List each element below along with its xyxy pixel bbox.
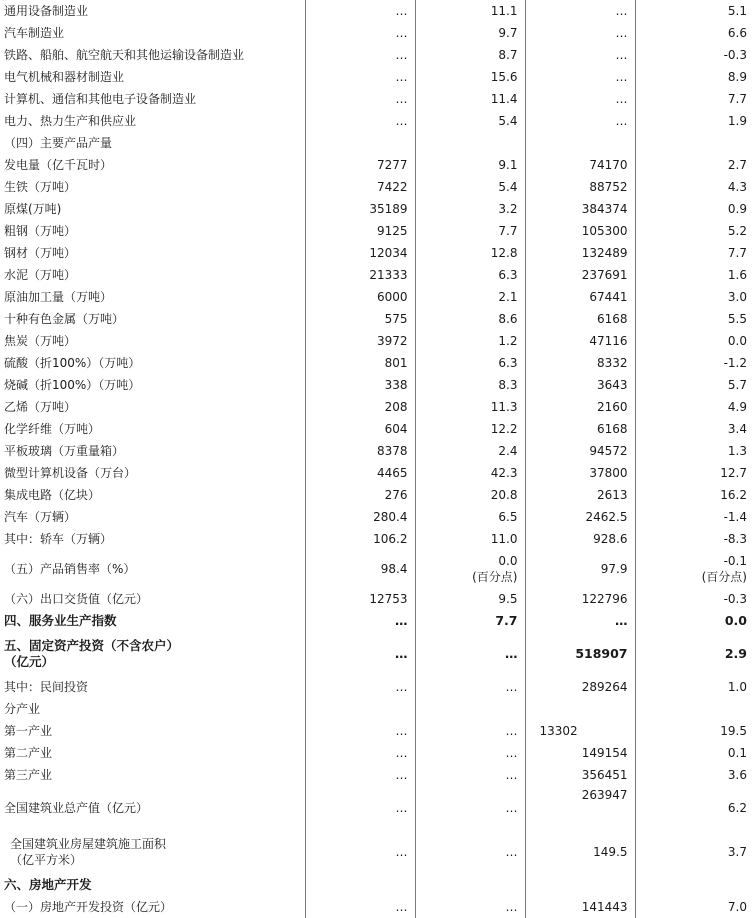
cell-cumulative-growth	[635, 132, 754, 154]
table-row	[0, 588, 754, 610]
table-row	[0, 742, 754, 764]
label-line-1: 全国建筑业房屋建筑施工面积	[10, 837, 167, 851]
cell-month-growth: 11.1	[415, 0, 525, 22]
cell-month-growth: 15.6	[415, 66, 525, 88]
cell-month-value: 7422	[305, 176, 415, 198]
cell-cumulative-value	[525, 698, 635, 720]
row-label: 原煤(万吨)	[4, 202, 62, 216]
cell-month-value: …	[305, 66, 415, 88]
table-row	[0, 198, 754, 220]
row-label: 其中：轿车（万辆）	[4, 532, 113, 546]
cell-month-value: …	[305, 764, 415, 786]
cell-cumulative-value: 13302	[525, 720, 635, 742]
row-label: 第二产业	[4, 746, 53, 760]
cell-month-value: 98.4	[305, 550, 415, 588]
cell-month-growth	[415, 698, 525, 720]
cell-cumulative-value: 149154	[525, 742, 635, 764]
cell-cumulative-growth: 5.2	[635, 220, 754, 242]
cell-cumulative-growth: 7.7	[635, 88, 754, 110]
cell-month-growth: …	[415, 742, 525, 764]
cell-month-value: …	[305, 22, 415, 44]
cell-month-growth: 11.3	[415, 396, 525, 418]
row-label: 发电量（亿千瓦时）	[4, 158, 113, 172]
cell-cumulative-value: 518907	[525, 632, 635, 676]
table-row	[0, 220, 754, 242]
cell-month-growth: …	[415, 896, 525, 918]
cell-cumulative-value: 2462.5	[525, 506, 635, 528]
cell-cumulative-value: …	[525, 0, 635, 22]
cell-cumulative-growth: 5.7	[635, 374, 754, 396]
cell-month-growth: 7.7	[415, 610, 525, 632]
cell-cumulative-value: 122796	[525, 588, 635, 610]
stacked-value	[472, 553, 517, 585]
cell-cumulative-growth: 3.6	[635, 764, 754, 786]
cell-month-growth: 6.3	[415, 352, 525, 374]
cell-month-value: 8378	[305, 440, 415, 462]
table-row	[0, 506, 754, 528]
cell-cumulative-growth	[635, 550, 754, 588]
heading-line-2: （亿元）	[4, 654, 55, 669]
cell-month-growth: 2.1	[415, 286, 525, 308]
cell-cumulative-value: 97.9	[525, 550, 635, 588]
row-label: 乙烯（万吨）	[4, 400, 77, 414]
cell-cumulative-growth: 12.7	[635, 462, 754, 484]
cell-cumulative-growth: -1.4	[635, 506, 754, 528]
cell-cumulative-value: …	[525, 88, 635, 110]
cell-month-value: …	[305, 786, 415, 830]
row-label: 水泥（万吨）	[4, 268, 77, 282]
cell-cumulative-growth: -0.3	[635, 588, 754, 610]
cell-month-growth: 5.4	[415, 176, 525, 198]
cell-month-value: 12753	[305, 588, 415, 610]
row-label: 电力、热力生产和供应业	[4, 114, 137, 128]
cell-month-value: …	[305, 742, 415, 764]
cell-month-value: 4465	[305, 462, 415, 484]
stacked-value	[702, 553, 747, 585]
table-row	[0, 396, 754, 418]
cell-month-value: …	[305, 632, 415, 676]
cell-month-value: …	[305, 676, 415, 698]
cell-cumulative-value: 263947	[525, 786, 635, 830]
cell-cumulative-value: …	[525, 610, 635, 632]
table-row	[0, 154, 754, 176]
cell-month-value: …	[305, 0, 415, 22]
cell-cumulative-value: 47116	[525, 330, 635, 352]
cell-month-growth: 12.8	[415, 242, 525, 264]
table-row	[0, 88, 754, 110]
table-row	[0, 484, 754, 506]
cell-month-value: 338	[305, 374, 415, 396]
cell-month-growth: 8.7	[415, 44, 525, 66]
cell-month-value: 21333	[305, 264, 415, 286]
row-label: 生铁（万吨）	[4, 180, 77, 194]
cell-month-growth: 7.7	[415, 220, 525, 242]
cell-cumulative-growth: 16.2	[635, 484, 754, 506]
cell-cumulative-growth: 1.6	[635, 264, 754, 286]
cell-cumulative-value: 3643	[525, 374, 635, 396]
table-row	[0, 352, 754, 374]
cell-month-value: 280.4	[305, 506, 415, 528]
cell-cumulative-value: 74170	[525, 154, 635, 176]
cell-cumulative-growth: 19.5	[635, 720, 754, 742]
cell-month-value: 208	[305, 396, 415, 418]
cell-month-value: 6000	[305, 286, 415, 308]
cell-month-value: 801	[305, 352, 415, 374]
cell-cumulative-growth: 0.9	[635, 198, 754, 220]
cell-month-growth: 11.4	[415, 88, 525, 110]
cell-month-growth: …	[415, 632, 525, 676]
cell-month-growth: …	[415, 786, 525, 830]
cell-cumulative-growth: -1.2	[635, 352, 754, 374]
cell-cumulative-value: 237691	[525, 264, 635, 286]
table-row-section-heading	[0, 632, 754, 676]
cell-cumulative-value: …	[525, 66, 635, 88]
row-label: 汽车（万辆）	[4, 510, 77, 524]
table-row	[0, 764, 754, 786]
label-line-2: （亿平方米）	[10, 853, 83, 867]
cell-month-growth: 6.5	[415, 506, 525, 528]
table-row	[0, 786, 754, 830]
cell-cumulative-value: 141443	[525, 896, 635, 918]
cell-cumulative-growth: 3.7	[635, 830, 754, 874]
row-label: 全国建筑业总产值（亿元）	[4, 801, 149, 815]
value-top: 0.0	[498, 554, 518, 568]
row-label: 焦炭（万吨）	[4, 334, 77, 348]
row-label: 汽车制造业	[4, 26, 65, 40]
cell-cumulative-growth: 0.0	[635, 330, 754, 352]
cell-month-growth: 8.6	[415, 308, 525, 330]
cell-month-growth	[415, 132, 525, 154]
table-row-section	[0, 132, 754, 154]
cell-cumulative-growth: 1.3	[635, 440, 754, 462]
row-label: 微型计算机设备（万台）	[4, 466, 137, 480]
cell-month-growth: …	[415, 830, 525, 874]
cell-cumulative-value: 6168	[525, 418, 635, 440]
table-row	[0, 66, 754, 88]
cell-cumulative-growth: 6.6	[635, 22, 754, 44]
table-row	[0, 330, 754, 352]
cell-cumulative-value: 6168	[525, 308, 635, 330]
cell-month-value	[305, 874, 415, 896]
row-label: （一）房地产开发投资（亿元）	[4, 900, 173, 914]
cell-month-growth: 20.8	[415, 484, 525, 506]
row-label: 硫酸（折100%）（万吨）	[4, 356, 141, 370]
cell-month-value	[305, 132, 415, 154]
table-row	[0, 308, 754, 330]
row-label: （四）主要产品产量	[4, 136, 113, 150]
cell-month-growth: …	[415, 720, 525, 742]
cell-month-growth: 42.3	[415, 462, 525, 484]
cell-month-value: 7277	[305, 154, 415, 176]
row-label: 粗钢（万吨）	[4, 224, 77, 238]
cell-month-value: 575	[305, 308, 415, 330]
cell-cumulative-growth: 2.9	[635, 632, 754, 676]
cell-month-growth: 5.4	[415, 110, 525, 132]
row-label: 烧碱（折100%）（万吨）	[4, 378, 141, 392]
table-row-section	[0, 698, 754, 720]
cell-cumulative-growth	[635, 698, 754, 720]
cell-month-value	[305, 698, 415, 720]
row-label: （六）出口交货值（亿元）	[4, 592, 149, 606]
cell-month-value: …	[305, 830, 415, 874]
table-row	[0, 374, 754, 396]
cell-cumulative-growth: 4.3	[635, 176, 754, 198]
table-row	[0, 676, 754, 698]
cell-month-growth: 11.0	[415, 528, 525, 550]
cell-month-value: 3972	[305, 330, 415, 352]
row-label: 平板玻璃（万重量箱）	[4, 444, 125, 458]
cell-month-growth: …	[415, 764, 525, 786]
cell-cumulative-value: 149.5	[525, 830, 635, 874]
cell-month-growth	[415, 874, 525, 896]
cell-cumulative-value: 67441	[525, 286, 635, 308]
cell-month-growth: 12.2	[415, 418, 525, 440]
section-heading	[0, 632, 305, 676]
cell-cumulative-growth: 7.7	[635, 242, 754, 264]
cell-month-value: …	[305, 720, 415, 742]
cell-month-value: 9125	[305, 220, 415, 242]
table-row	[0, 440, 754, 462]
table-row	[0, 242, 754, 264]
cell-cumulative-value	[525, 132, 635, 154]
row-label: 钢材（万吨）	[4, 246, 77, 260]
table-row-section-heading	[0, 874, 754, 896]
cell-cumulative-value: 88752	[525, 176, 635, 198]
cell-month-growth: …	[415, 676, 525, 698]
cell-cumulative-value: 2160	[525, 396, 635, 418]
cell-cumulative-value: 289264	[525, 676, 635, 698]
cell-cumulative-growth: 0.0	[635, 610, 754, 632]
value-unit: (百分点)	[701, 570, 747, 584]
row-label: 原油加工量（万吨）	[4, 290, 113, 304]
table-row	[0, 110, 754, 132]
section-heading: 六、房地产开发	[4, 877, 92, 892]
cell-cumulative-growth: 6.2	[635, 786, 754, 830]
cell-cumulative-growth: 8.9	[635, 66, 754, 88]
cell-cumulative-growth: 2.7	[635, 154, 754, 176]
table-row	[0, 44, 754, 66]
cell-cumulative-value: …	[525, 22, 635, 44]
cell-cumulative-growth: 1.9	[635, 110, 754, 132]
cell-month-growth: 6.3	[415, 264, 525, 286]
cell-cumulative-value: 94572	[525, 440, 635, 462]
cell-cumulative-value: 928.6	[525, 528, 635, 550]
cell-month-value: …	[305, 610, 415, 632]
cell-month-growth: 9.5	[415, 588, 525, 610]
row-label	[0, 830, 305, 874]
cell-month-value: 276	[305, 484, 415, 506]
table-row	[0, 720, 754, 742]
table-row	[0, 830, 754, 874]
row-label: 通用设备制造业	[4, 4, 89, 18]
cell-month-growth: 2.4	[415, 440, 525, 462]
table-row	[0, 896, 754, 918]
cell-cumulative-growth: 4.9	[635, 396, 754, 418]
cell-month-growth: 8.3	[415, 374, 525, 396]
table-row	[0, 22, 754, 44]
row-label: 集成电路（亿块）	[4, 488, 101, 502]
cell-month-value: 604	[305, 418, 415, 440]
value-unit: (百分点)	[472, 570, 518, 584]
row-label: 铁路、船舶、航空航天和其他运输设备制造业	[4, 48, 245, 62]
cell-month-growth: 3.2	[415, 198, 525, 220]
cell-cumulative-value: 132489	[525, 242, 635, 264]
cell-cumulative-growth: 7.0	[635, 896, 754, 918]
row-label: 第三产业	[4, 768, 53, 782]
cell-cumulative-value: …	[525, 110, 635, 132]
cell-cumulative-value	[525, 874, 635, 896]
table-row	[0, 418, 754, 440]
cell-cumulative-growth: 1.0	[635, 676, 754, 698]
cell-cumulative-value: 105300	[525, 220, 635, 242]
section-heading: 四、服务业生产指数	[4, 613, 117, 628]
cell-cumulative-value: …	[525, 44, 635, 66]
cell-cumulative-growth	[635, 874, 754, 896]
cell-cumulative-value: 2613	[525, 484, 635, 506]
cell-cumulative-growth: 0.1	[635, 742, 754, 764]
table-row-sales-rate	[0, 550, 754, 588]
cell-month-growth: 1.2	[415, 330, 525, 352]
cell-month-value: 12034	[305, 242, 415, 264]
cell-month-value: …	[305, 896, 415, 918]
cell-month-growth: 9.7	[415, 22, 525, 44]
cell-cumulative-value: 37800	[525, 462, 635, 484]
row-label: 第一产业	[4, 724, 53, 738]
cell-cumulative-growth: 3.4	[635, 418, 754, 440]
table-row	[0, 462, 754, 484]
table-row-section-heading	[0, 610, 754, 632]
cell-month-growth: 9.1	[415, 154, 525, 176]
table-row	[0, 176, 754, 198]
cell-cumulative-value: 384374	[525, 198, 635, 220]
cell-month-value: …	[305, 110, 415, 132]
table-row	[0, 0, 754, 22]
row-label: 其中：民间投资	[4, 680, 89, 694]
value-top: -0.1	[723, 554, 747, 568]
row-label: 化学纤维（万吨）	[4, 422, 101, 436]
row-label: 十种有色金属（万吨）	[4, 312, 125, 326]
cell-cumulative-value: 356451	[525, 764, 635, 786]
heading-line-1: 五、固定资产投资（不含农户）	[4, 638, 180, 653]
cell-cumulative-growth: 5.1	[635, 0, 754, 22]
cell-month-value: …	[305, 88, 415, 110]
row-label: 电气机械和器材制造业	[4, 70, 125, 84]
table-row	[0, 264, 754, 286]
row-label: 分产业	[4, 702, 41, 716]
cell-month-value: 106.2	[305, 528, 415, 550]
cell-month-growth	[415, 550, 525, 588]
cell-cumulative-growth: 5.5	[635, 308, 754, 330]
cell-cumulative-value: 8332	[525, 352, 635, 374]
table-row	[0, 528, 754, 550]
row-label: 计算机、通信和其他电子设备制造业	[4, 92, 197, 106]
cell-cumulative-growth: 3.0	[635, 286, 754, 308]
table-row	[0, 286, 754, 308]
cell-month-value: 35189	[305, 198, 415, 220]
row-label: （五）产品销售率（%）	[4, 562, 136, 576]
cell-month-value: …	[305, 44, 415, 66]
cell-cumulative-growth: -8.3	[635, 528, 754, 550]
cell-cumulative-growth: -0.3	[635, 44, 754, 66]
